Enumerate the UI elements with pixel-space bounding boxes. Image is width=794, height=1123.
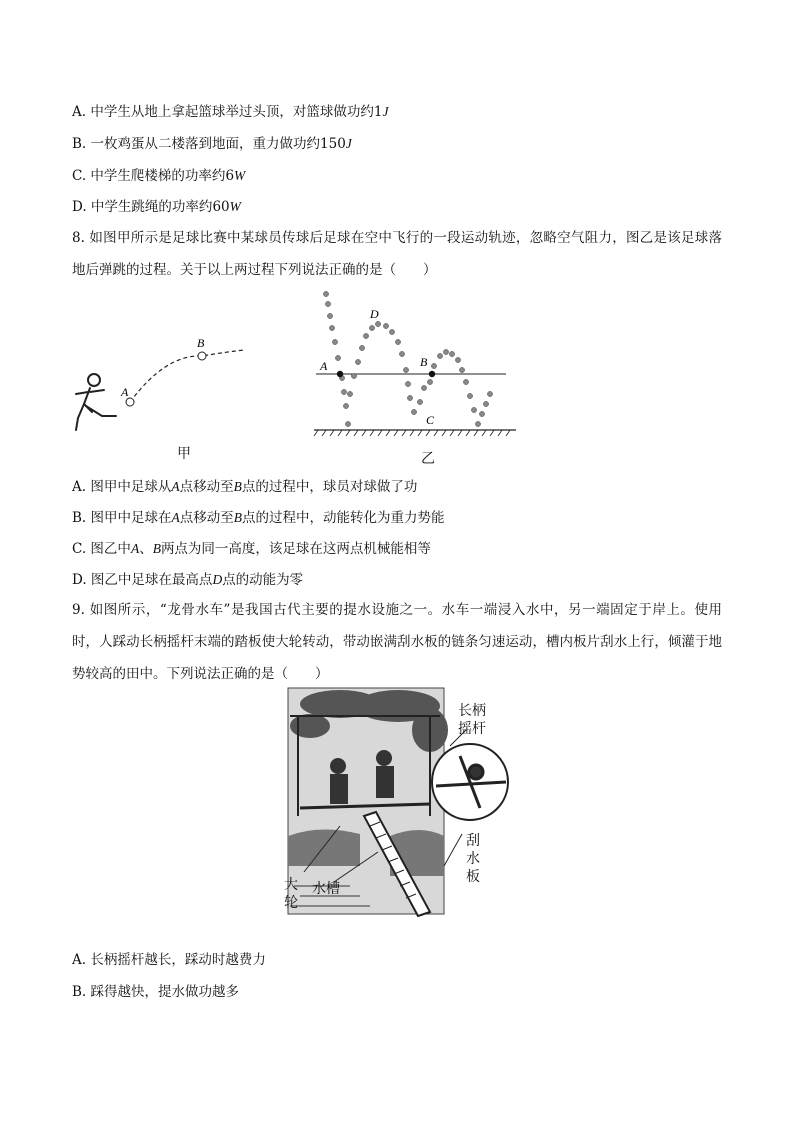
label-crank-line2: 摇杆 bbox=[458, 721, 486, 737]
figure-yi bbox=[310, 286, 520, 438]
q9-option-b: B. 踩得越快，提水做功越多 bbox=[72, 984, 240, 1000]
bounce-dots bbox=[323, 291, 492, 426]
trajectory bbox=[130, 350, 244, 402]
q9-option-a: A. 长柄摇杆越长，踩动时越费力 bbox=[72, 952, 266, 968]
label-scraper-char2: 水 bbox=[466, 851, 480, 867]
q7-option-a: A. 中学生从地上拿起篮球举过头顶，对篮球做功约1J bbox=[72, 104, 389, 120]
point-b-label: B bbox=[197, 336, 205, 350]
point-a-dot bbox=[337, 371, 343, 377]
q8-option-b: B. 图甲中足球在A点移动至B点的过程中，动能转化为重力势能 bbox=[72, 510, 445, 526]
q8-stem: 8. 如图甲所示是足球比赛中某球员传球后足球在空中飞行的一段运动轨迹，忽略空气阻力，图乙是该足球落地后弹跳的过程。关于以上两过程下列说法正确的是（ ） bbox=[72, 230, 722, 278]
point-d-label: D bbox=[370, 307, 379, 321]
q8-option-d: D. 图乙中足球在最高点D点的动能为零 bbox=[72, 572, 304, 588]
label-scraper-char3: 板 bbox=[466, 869, 480, 885]
point-b-dot bbox=[429, 371, 435, 377]
ground-hatching bbox=[314, 430, 510, 436]
point-b-label: B bbox=[420, 355, 428, 369]
q7-option-c: C. 中学生爬楼梯的功率约6W bbox=[72, 168, 246, 184]
figure-jia bbox=[66, 332, 256, 442]
ball-b bbox=[198, 352, 206, 360]
point-c-label: C bbox=[426, 413, 435, 427]
label-crank-line1: 长柄 bbox=[458, 703, 486, 719]
label-crank bbox=[458, 702, 486, 738]
q7-option-d: D. 中学生跳绳的功率约60W bbox=[72, 199, 241, 215]
label-scraper-char1: 刮 bbox=[466, 833, 480, 849]
q8-option-c: C. 图乙中A、B两点为同一高度，该足球在这两点机械能相等 bbox=[72, 541, 431, 557]
point-a-label: A bbox=[121, 385, 129, 399]
q7-option-b: B. 一枚鸡蛋从二楼落到地面，重力做功约150J bbox=[72, 136, 352, 152]
q9-stem: 9. 如图所示，“龙骨水车”是我国古代主要的提水设施之一。水车一端浸入水中，另一端固定于岸上。使用时，人踩动长柄摇杆末端的踏板使大轮转动，带动嵌满刮水板的链条匀速运动，槽内板片刮水上行，倾灌于地势较高的田中。下列说法正确的是（ ） bbox=[72, 602, 722, 682]
label-scraper bbox=[466, 832, 480, 886]
figure-jia-caption: 甲 bbox=[177, 446, 191, 462]
label-wheel-char2: 轮 bbox=[284, 895, 298, 911]
ball-a bbox=[126, 398, 134, 406]
label-wheel-char1: 大 bbox=[284, 877, 298, 893]
label-wheel bbox=[284, 876, 298, 912]
player-figure bbox=[76, 374, 116, 430]
point-a-label: A bbox=[320, 359, 328, 373]
label-trough: 水槽 bbox=[312, 881, 340, 897]
q8-option-a: A. 图甲中足球从A点移动至B点的过程中，球员对球做了功 bbox=[72, 479, 418, 495]
figure-yi-caption: 乙 bbox=[421, 451, 435, 467]
